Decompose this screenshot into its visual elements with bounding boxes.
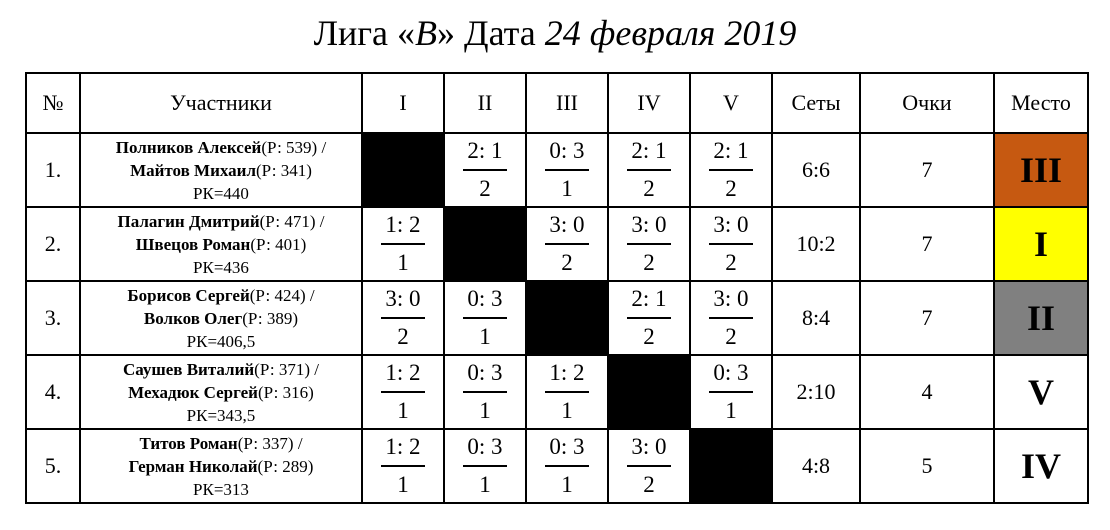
match-score: 1: 2 xyxy=(381,359,424,393)
sets-cell: 8:4 xyxy=(772,281,860,355)
match-score: 1: 2 xyxy=(381,211,424,245)
match-result-cell xyxy=(690,133,772,207)
match-result-cell xyxy=(608,207,690,281)
match-result-cell xyxy=(690,207,772,281)
match-score: 3: 0 xyxy=(627,433,670,467)
header-points: Очки xyxy=(860,73,994,133)
match-result xyxy=(463,433,506,499)
player-1-rating: (Р: 371) / xyxy=(254,359,320,379)
match-result-cell xyxy=(526,207,608,281)
match-result-cell xyxy=(526,429,608,503)
player-2-rating: (Р: 316) xyxy=(257,382,314,402)
match-score: 2: 1 xyxy=(463,137,506,171)
place-cell: IV xyxy=(994,429,1088,503)
header-row xyxy=(26,73,1088,133)
match-result xyxy=(709,211,752,277)
player-2-name: Герман Николай xyxy=(128,456,258,476)
header-sets: Сеты xyxy=(772,73,860,133)
points-cell: 4 xyxy=(860,355,994,429)
self-match-cell xyxy=(608,355,690,429)
player-1-rating: (Р: 424) / xyxy=(249,285,315,305)
row-number: 1. xyxy=(26,133,80,207)
self-match-cell xyxy=(526,281,608,355)
sets-cell: 4:8 xyxy=(772,429,860,503)
player-1-name: Полников Алексей xyxy=(115,137,262,157)
standings-table xyxy=(25,72,1089,504)
match-points: 2 xyxy=(643,324,655,349)
match-result xyxy=(463,285,506,351)
table-row xyxy=(26,133,1088,207)
match-result-cell xyxy=(690,355,772,429)
row-number: 4. xyxy=(26,355,80,429)
player-2-rating: (Р: 289) xyxy=(257,456,314,476)
player-2-rating: (Р: 401) xyxy=(250,234,307,254)
match-score: 0: 3 xyxy=(709,359,752,393)
match-points: 1 xyxy=(479,472,491,497)
match-points: 1 xyxy=(479,398,491,423)
match-result-cell xyxy=(362,429,444,503)
match-score: 2: 1 xyxy=(627,285,670,319)
player-2-name: Майтов Михаил xyxy=(130,160,257,180)
participants-cell xyxy=(80,207,362,281)
header-opponent-1: I xyxy=(362,73,444,133)
sets-cell: 10:2 xyxy=(772,207,860,281)
header-participants: Участники xyxy=(80,73,362,133)
participants-cell xyxy=(80,281,362,355)
match-points: 2 xyxy=(725,250,737,275)
place-cell: I xyxy=(994,207,1088,281)
match-result-cell xyxy=(362,281,444,355)
player-1-rating: (Р: 539) / xyxy=(261,137,327,157)
participants-cell xyxy=(80,355,362,429)
team-rating: РК=436 xyxy=(193,257,249,277)
match-score: 0: 3 xyxy=(463,433,506,467)
table-row xyxy=(26,281,1088,355)
player-1-name: Палагин Дмитрий xyxy=(117,211,260,231)
match-score: 1: 2 xyxy=(381,433,424,467)
match-result xyxy=(627,137,670,203)
match-result-cell xyxy=(362,207,444,281)
match-points: 1 xyxy=(561,398,573,423)
sets-cell: 2:10 xyxy=(772,355,860,429)
match-result xyxy=(545,211,588,277)
header-num: № xyxy=(26,73,80,133)
match-result xyxy=(381,285,424,351)
match-result-cell xyxy=(690,281,772,355)
match-points: 1 xyxy=(397,398,409,423)
match-points: 1 xyxy=(397,472,409,497)
match-result-cell xyxy=(608,133,690,207)
match-points: 1 xyxy=(479,324,491,349)
sets-cell: 6:6 xyxy=(772,133,860,207)
title-league: B xyxy=(415,13,438,53)
match-result-cell xyxy=(526,133,608,207)
match-result-cell xyxy=(608,429,690,503)
match-score: 0: 3 xyxy=(463,359,506,393)
match-result-cell xyxy=(444,355,526,429)
title-prefix: Лига « xyxy=(313,13,416,53)
player-1-name: Саушев Виталий xyxy=(122,359,255,379)
points-cell: 7 xyxy=(860,133,994,207)
match-score: 1: 2 xyxy=(545,359,588,393)
team-rating: РК=440 xyxy=(193,183,249,203)
match-score: 2: 1 xyxy=(627,137,670,171)
team-rating: РК=313 xyxy=(193,479,249,499)
match-points: 1 xyxy=(725,398,737,423)
participants-cell xyxy=(80,429,362,503)
header-opponent-2: II xyxy=(444,73,526,133)
match-result xyxy=(709,285,752,351)
match-result-cell xyxy=(444,281,526,355)
match-result-cell xyxy=(444,429,526,503)
player-2-rating: (Р: 341) xyxy=(256,160,312,180)
match-result xyxy=(463,359,506,425)
table-row xyxy=(26,429,1088,503)
match-result xyxy=(545,433,588,499)
match-result xyxy=(627,433,670,499)
match-score: 3: 0 xyxy=(381,285,424,319)
self-match-cell xyxy=(690,429,772,503)
match-points: 2 xyxy=(397,324,409,349)
match-points: 2 xyxy=(479,176,491,201)
match-score: 3: 0 xyxy=(709,285,752,319)
title-mid: » Дата xyxy=(437,13,545,53)
place-cell: V xyxy=(994,355,1088,429)
title-date: 24 февраля 2019 xyxy=(544,13,797,53)
match-points: 2 xyxy=(643,176,655,201)
points-cell: 7 xyxy=(860,281,994,355)
match-points: 1 xyxy=(561,176,573,201)
player-1-name: Борисов Сергей xyxy=(127,285,250,305)
match-result xyxy=(381,433,424,499)
match-score: 0: 3 xyxy=(545,433,588,467)
table-row xyxy=(26,355,1088,429)
match-points: 1 xyxy=(561,472,573,497)
self-match-cell xyxy=(444,207,526,281)
match-result xyxy=(545,359,588,425)
player-2-name: Мехадюк Сергей xyxy=(128,382,258,402)
match-result xyxy=(709,137,752,203)
place-cell: III xyxy=(994,133,1088,207)
match-points: 2 xyxy=(561,250,573,275)
page-title xyxy=(0,8,1110,58)
match-result xyxy=(463,137,506,203)
match-result-cell xyxy=(608,281,690,355)
player-1-rating: (Р: 471) / xyxy=(259,211,325,231)
self-match-cell xyxy=(362,133,444,207)
points-cell: 5 xyxy=(860,429,994,503)
match-points: 2 xyxy=(643,472,655,497)
row-number: 5. xyxy=(26,429,80,503)
match-points: 2 xyxy=(643,250,655,275)
match-score: 0: 3 xyxy=(545,137,588,171)
header-opponent-4: IV xyxy=(608,73,690,133)
player-1-name: Титов Роман xyxy=(139,433,238,453)
match-result xyxy=(627,211,670,277)
player-1-rating: (Р: 337) / xyxy=(237,433,303,453)
match-result-cell xyxy=(362,355,444,429)
match-score: 2: 1 xyxy=(709,137,752,171)
place-cell: II xyxy=(994,281,1088,355)
match-result xyxy=(709,359,752,425)
header-opponent-5: V xyxy=(690,73,772,133)
match-score: 3: 0 xyxy=(709,211,752,245)
match-result xyxy=(545,137,588,203)
match-result xyxy=(381,359,424,425)
match-points: 1 xyxy=(397,250,409,275)
header-place: Место xyxy=(994,73,1088,133)
points-cell: 7 xyxy=(860,207,994,281)
match-result xyxy=(381,211,424,277)
match-score: 3: 0 xyxy=(545,211,588,245)
match-score: 0: 3 xyxy=(463,285,506,319)
match-result-cell xyxy=(526,355,608,429)
table-row xyxy=(26,207,1088,281)
header-opponent-3: III xyxy=(526,73,608,133)
match-score: 3: 0 xyxy=(627,211,670,245)
player-2-rating: (Р: 389) xyxy=(242,308,299,328)
team-rating: РК=406,5 xyxy=(186,331,256,351)
match-points: 2 xyxy=(725,176,737,201)
match-result xyxy=(627,285,670,351)
participants-cell xyxy=(80,133,362,207)
match-points: 2 xyxy=(725,324,737,349)
row-number: 2. xyxy=(26,207,80,281)
team-rating: РК=343,5 xyxy=(186,405,256,425)
match-result-cell xyxy=(444,133,526,207)
player-2-name: Волков Олег xyxy=(143,308,243,328)
row-number: 3. xyxy=(26,281,80,355)
player-2-name: Швецов Роман xyxy=(135,234,251,254)
